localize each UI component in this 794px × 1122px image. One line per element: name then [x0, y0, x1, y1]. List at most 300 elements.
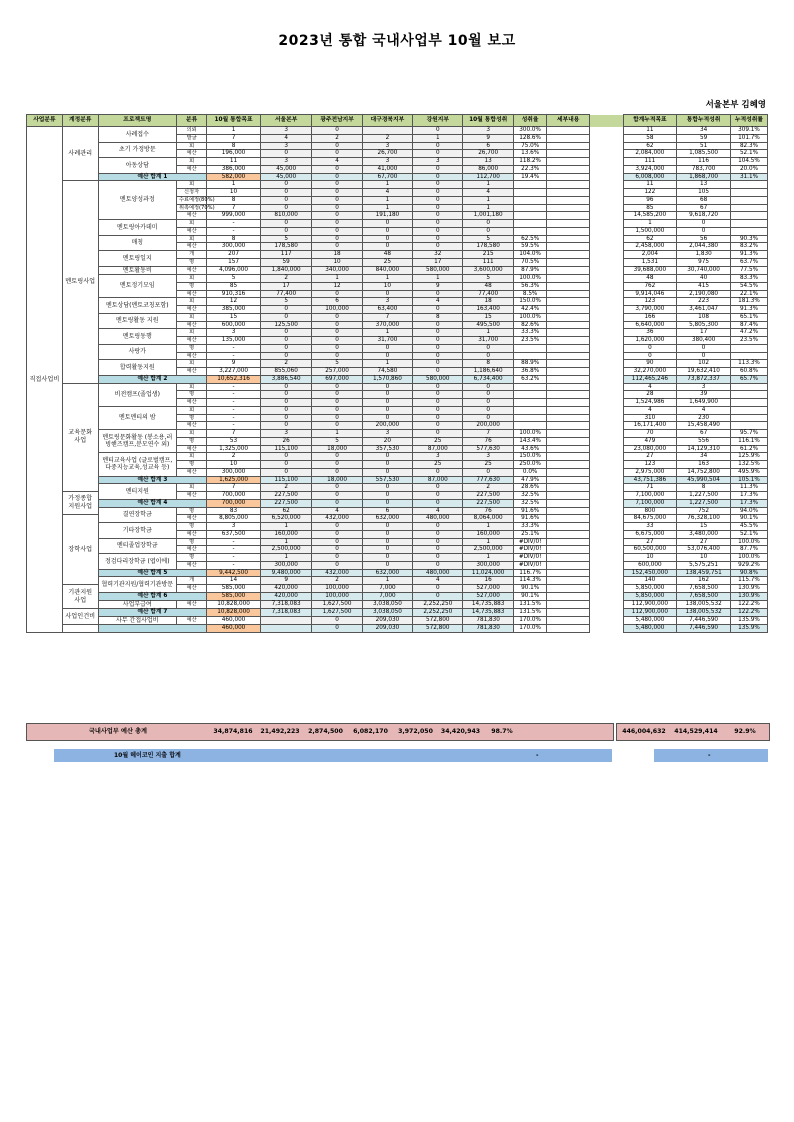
value-cell: 0: [362, 453, 412, 461]
program-name: 결연장학금: [98, 507, 176, 523]
cumulative-cell: 36: [623, 329, 677, 337]
gap-cell: [589, 243, 623, 251]
cumulative-cell: 112,900,000: [623, 609, 677, 617]
subtotal-row: [27, 375, 768, 383]
account-category-cell: 사례관리: [62, 127, 98, 181]
value-cell: 63.2%: [513, 375, 547, 383]
gap-cell: [589, 329, 623, 337]
value-cell: 0: [362, 484, 412, 492]
value-cell: 5: [463, 275, 513, 283]
value-cell: [513, 220, 547, 228]
value-cell: 48: [463, 282, 513, 290]
value-cell: 0: [463, 414, 513, 422]
value-cell: 3,227,000: [207, 368, 261, 376]
value-cell: 170.0%: [513, 616, 547, 625]
unit-cell: 예산: [176, 150, 206, 158]
value-cell: 36.8%: [513, 368, 547, 376]
unit-cell: 회: [176, 158, 206, 166]
value-cell: 0.0%: [513, 468, 547, 476]
cumulative-cell: 1,531: [623, 258, 677, 266]
value-cell: 480,000: [413, 569, 463, 577]
value-cell: 3: [362, 158, 412, 166]
value-cell: 300.0%: [513, 127, 547, 135]
value-cell: 855,060: [260, 368, 311, 376]
unit-cell: 명: [176, 437, 206, 445]
value-cell: 22.3%: [513, 165, 547, 173]
value-cell: 53: [207, 437, 261, 445]
cumulative-cell: 9,914,046: [623, 290, 677, 298]
cumulative-cell: 91.3%: [730, 251, 767, 259]
value-cell: 227,500: [463, 499, 513, 507]
value-cell: -: [207, 538, 261, 546]
value-cell: 227,500: [463, 492, 513, 500]
cumulative-cell: 2,975,000: [623, 468, 677, 476]
value-cell: 0: [362, 546, 412, 554]
value-cell: 2: [463, 484, 513, 492]
value-cell: 700,000: [207, 492, 261, 500]
cumulative-cell: 310: [623, 414, 677, 422]
value-cell: 5: [260, 235, 311, 243]
value-cell: 0: [312, 204, 362, 212]
unit-cell: 명: [176, 554, 206, 562]
value-cell: 0: [362, 523, 412, 531]
cumulative-cell: 5,480,000: [623, 616, 677, 625]
gap-cell: [589, 158, 623, 166]
detail-cell: [547, 165, 590, 173]
value-cell: 0: [413, 352, 463, 360]
value-cell: 0: [312, 290, 362, 298]
cumulative-cell: 71: [623, 484, 677, 492]
cumulative-cell: 27: [677, 538, 731, 546]
value-cell: 86,000: [463, 165, 513, 173]
value-cell: 33.3%: [513, 329, 547, 337]
cumulative-cell: 125.9%: [730, 453, 767, 461]
value-cell: 117: [260, 251, 311, 259]
value-cell: 0: [413, 344, 463, 352]
cumulative-cell: 90.3%: [730, 235, 767, 243]
value-cell: 1: [463, 181, 513, 189]
value-cell: 9,442,500: [207, 569, 261, 577]
value-cell: 0: [260, 352, 311, 360]
value-cell: 5: [260, 298, 311, 306]
gap-cell: [589, 368, 623, 376]
value-cell: 150.0%: [513, 453, 547, 461]
detail-cell: [547, 243, 590, 251]
value-cell: 432,000: [312, 569, 362, 577]
value-cell: 420,000: [260, 592, 311, 600]
grand-total-value: 6,082,170: [353, 728, 388, 735]
header-cell: 누적성취률: [730, 115, 767, 127]
value-cell: #DIV/0!: [513, 554, 547, 562]
value-cell: [513, 196, 547, 204]
value-cell: 32.5%: [513, 492, 547, 500]
value-cell: 781,830: [463, 625, 513, 633]
value-cell: 5: [312, 437, 362, 445]
gap-cell: [589, 515, 623, 523]
value-cell: 118.2%: [513, 158, 547, 166]
cumulative-cell: 30,740,000: [677, 266, 731, 275]
account-category-cell: 장학사업: [62, 515, 98, 585]
value-cell: 11: [207, 158, 261, 166]
value-cell: 0: [312, 523, 362, 531]
cumulative-cell: 309.1%: [730, 127, 767, 135]
value-cell: 116.7%: [513, 569, 547, 577]
unit-cell: 예산: [176, 585, 206, 593]
subtotal-label: 예산 합계 4: [98, 499, 207, 507]
value-cell: 495,500: [463, 321, 513, 329]
value-cell: 56.3%: [513, 282, 547, 290]
heycoin-value: -: [708, 752, 711, 759]
gap-cell: [589, 546, 623, 554]
detail-cell: [547, 577, 590, 585]
cumulative-cell: 62: [623, 142, 677, 150]
detail-cell: [547, 321, 590, 329]
cumulative-cell: 19,632,410: [677, 368, 731, 376]
unit-cell: 명: [176, 258, 206, 266]
value-cell: 0: [362, 414, 412, 422]
header-cell: 10월 통합성취: [463, 115, 513, 127]
table-header: [27, 115, 768, 127]
value-cell: 0: [413, 422, 463, 430]
value-cell: 7,000: [362, 585, 412, 593]
value-cell: 10: [312, 258, 362, 266]
program-name: 초기 가정방문: [98, 142, 176, 158]
detail-cell: [547, 352, 590, 360]
table-row: [27, 251, 768, 259]
cumulative-cell: 45.5%: [730, 523, 767, 531]
value-cell: 17: [413, 258, 463, 266]
value-cell: 1: [260, 554, 311, 562]
value-cell: 0: [362, 235, 412, 243]
program-name: 멘토상담(멘토코칭포함): [98, 298, 176, 314]
value-cell: 840,000: [362, 266, 412, 275]
unit-cell: 명: [176, 538, 206, 546]
value-cell: 0: [413, 204, 463, 212]
value-cell: 2: [260, 275, 311, 283]
cumulative-cell: 0: [677, 352, 731, 360]
header-cell: 통합누적성취: [677, 115, 731, 127]
unit-cell: 예산: [176, 337, 206, 345]
cumulative-cell: 77.5%: [730, 266, 767, 275]
cumulative-cell: 1,830: [677, 251, 731, 259]
account-category-cell: [62, 625, 98, 633]
value-cell: 47.9%: [513, 476, 547, 484]
program-name: 멘토링아카데미: [98, 220, 176, 236]
account-category-cell: 교육문화 사업: [62, 383, 98, 492]
gap-cell: [589, 227, 623, 235]
value-cell: -: [207, 546, 261, 554]
value-cell: 0: [312, 344, 362, 352]
table-row: [27, 453, 768, 461]
value-cell: 191,180: [362, 212, 412, 220]
cumulative-cell: 59: [677, 134, 731, 142]
value-cell: 0: [362, 220, 412, 228]
cumulative-cell: 83.2%: [730, 243, 767, 251]
cumulative-cell: 7,100,000: [623, 499, 677, 507]
subtotal-row: [27, 609, 768, 617]
table-row: [27, 329, 768, 337]
cumulative-cell: 43,751,386: [623, 476, 677, 484]
cumulative-cell: [730, 227, 767, 235]
value-cell: 357,530: [362, 445, 412, 453]
table-row: [27, 158, 768, 166]
value-cell: 70.5%: [513, 258, 547, 266]
cumulative-cell: 556: [677, 437, 731, 445]
value-cell: 0: [463, 383, 513, 391]
value-cell: 0: [312, 329, 362, 337]
gap-cell: [589, 282, 623, 290]
cumulative-cell: 135.9%: [730, 625, 767, 633]
value-cell: 13.6%: [513, 150, 547, 158]
detail-cell: [547, 546, 590, 554]
value-cell: 810,000: [260, 212, 311, 220]
table-row: [27, 383, 768, 391]
value-cell: 2: [207, 453, 261, 461]
value-cell: 7,318,083: [260, 600, 311, 609]
value-cell: -: [207, 352, 261, 360]
cumulative-cell: 112,465,246: [623, 375, 677, 383]
subtotal-row: [27, 569, 768, 577]
value-cell: 0: [463, 344, 513, 352]
value-cell: 0: [312, 337, 362, 345]
gap-cell: [589, 530, 623, 538]
value-cell: 580,000: [413, 266, 463, 275]
value-cell: 0: [362, 499, 412, 507]
report-table: [26, 114, 768, 633]
table-row: [27, 298, 768, 306]
value-cell: 1: [463, 329, 513, 337]
cumulative-cell: 0: [677, 344, 731, 352]
value-cell: 45,000: [260, 165, 311, 173]
value-cell: 77,400: [260, 290, 311, 298]
value-cell: 0: [362, 391, 412, 399]
unit-cell: 예산: [176, 212, 206, 220]
cumulative-cell: 132.5%: [730, 461, 767, 469]
gap-cell: [589, 468, 623, 476]
value-cell: 0: [413, 523, 463, 531]
table-row: [27, 577, 768, 585]
value-cell: 25: [413, 437, 463, 445]
cumulative-cell: 17.3%: [730, 499, 767, 507]
value-cell: 2,252,250: [413, 600, 463, 609]
header-cell: 10월 통합목표: [207, 115, 261, 127]
program-name: 멘티지원: [98, 484, 176, 500]
value-cell: 0: [362, 461, 412, 469]
gap-cell: [589, 321, 623, 329]
value-cell: 0: [260, 189, 311, 197]
value-cell: -: [207, 561, 261, 569]
value-cell: 0: [260, 313, 311, 321]
value-cell: 11,024,000: [463, 569, 513, 577]
cumulative-cell: [730, 212, 767, 220]
gap-cell: [589, 313, 623, 321]
program-name: 멘토링동행: [98, 329, 176, 345]
cumulative-cell: 90.1%: [730, 515, 767, 523]
value-cell: 370,000: [362, 321, 412, 329]
gap-cell: [589, 445, 623, 453]
value-cell: 2: [312, 577, 362, 585]
account-category-cell: 가정종합 지원사업: [62, 492, 98, 515]
cumulative-cell: 31.1%: [730, 173, 767, 181]
cumulative-cell: 929.2%: [730, 561, 767, 569]
grand-total-value: 98.7%: [491, 728, 513, 735]
value-cell: 480,000: [413, 515, 463, 523]
value-cell: 0: [312, 554, 362, 562]
detail-cell: [547, 476, 590, 484]
table-row: [27, 600, 768, 609]
unit-cell: 개: [176, 251, 206, 259]
detail-cell: [547, 158, 590, 166]
unit-cell: 명: [176, 507, 206, 515]
value-cell: 10,828,000: [207, 609, 261, 617]
value-cell: 207: [207, 251, 261, 259]
value-cell: 1,570,860: [362, 375, 412, 383]
value-cell: 0: [312, 212, 362, 220]
cumulative-cell: 34: [677, 127, 731, 135]
value-cell: 0: [312, 546, 362, 554]
cumulative-cell: 39,688,000: [623, 266, 677, 275]
table-row: [27, 406, 768, 414]
value-cell: 300,000: [260, 561, 311, 569]
business-category-cell: 직접사업비: [27, 127, 63, 633]
value-cell: 300,000: [207, 243, 261, 251]
value-cell: 0: [260, 220, 311, 228]
value-cell: 28.6%: [513, 484, 547, 492]
value-cell: 143.4%: [513, 437, 547, 445]
cumulative-cell: 800: [623, 507, 677, 515]
value-cell: 0: [312, 142, 362, 150]
value-cell: 1,627,500: [312, 600, 362, 609]
header-cell: 성취율: [513, 115, 547, 127]
value-cell: 0: [260, 391, 311, 399]
value-cell: 0: [413, 150, 463, 158]
value-cell: 3: [260, 158, 311, 166]
table-row: [27, 523, 768, 531]
value-cell: 42.4%: [513, 306, 547, 314]
value-cell: 1,627,500: [312, 609, 362, 617]
value-cell: 250.0%: [513, 461, 547, 469]
value-cell: 100,000: [312, 585, 362, 593]
value-cell: 3: [362, 430, 412, 438]
value-cell: 1: [260, 523, 311, 531]
cumulative-cell: 123: [623, 298, 677, 306]
detail-cell: [547, 616, 590, 625]
value-cell: 178,580: [463, 243, 513, 251]
value-cell: 82.6%: [513, 321, 547, 329]
cumulative-cell: 15,458,490: [677, 422, 731, 430]
gap-cell: [589, 492, 623, 500]
table-row: [27, 507, 768, 515]
program-name: 협력기관지원/협력기관방문: [98, 577, 176, 593]
value-cell: 0: [362, 554, 412, 562]
value-cell: 62.5%: [513, 235, 547, 243]
value-cell: 227,500: [260, 492, 311, 500]
gap-cell: [589, 306, 623, 314]
value-cell: 0: [260, 306, 311, 314]
detail-cell: [547, 298, 590, 306]
value-cell: 209,030: [362, 616, 412, 625]
cumulative-cell: 230: [677, 414, 731, 422]
program-name: 사례접수: [98, 127, 176, 143]
cumulative-cell: 60,500,000: [623, 546, 677, 554]
detail-cell: [547, 569, 590, 577]
value-cell: 1,325,000: [207, 445, 261, 453]
cumulative-cell: 7,446,590: [677, 616, 731, 625]
cumulative-cell: 7,658,500: [677, 585, 731, 593]
detail-cell: [547, 492, 590, 500]
cumulative-cell: 17: [677, 329, 731, 337]
value-cell: 0: [312, 227, 362, 235]
detail-cell: [547, 360, 590, 368]
cumulative-cell: 783,700: [677, 165, 731, 173]
value-cell: 0: [362, 243, 412, 251]
heycoin-label: 10월 헤이코인 지출 합계: [114, 752, 181, 759]
gap-cell: [589, 344, 623, 352]
cumulative-cell: 10: [677, 554, 731, 562]
value-cell: 910,316: [207, 290, 261, 298]
value-cell: 0: [413, 235, 463, 243]
unit-cell: 발굴: [176, 134, 206, 142]
cumulative-cell: 28: [623, 391, 677, 399]
cumulative-cell: 27: [623, 453, 677, 461]
cumulative-cell: 60.8%: [730, 368, 767, 376]
value-cell: 4: [312, 158, 362, 166]
gap-cell: [589, 585, 623, 593]
value-cell: 3: [260, 142, 311, 150]
cumulative-cell: 22.1%: [730, 290, 767, 298]
unit-cell: 명: [176, 344, 206, 352]
value-cell: 160,000: [463, 530, 513, 538]
value-cell: 77,400: [463, 290, 513, 298]
value-cell: 150.0%: [513, 298, 547, 306]
cumulative-cell: 1,085,500: [677, 150, 731, 158]
unit-cell: 회: [176, 383, 206, 391]
cumulative-cell: 1,868,700: [677, 173, 731, 181]
value-cell: 1: [463, 554, 513, 562]
cumulative-cell: 67: [677, 430, 731, 438]
value-cell: 700,000: [207, 499, 261, 507]
value-cell: 0: [463, 352, 513, 360]
cumulative-cell: 1,524,986: [623, 399, 677, 407]
value-cell: 90.1%: [513, 585, 547, 593]
value-cell: 300,000: [463, 561, 513, 569]
gap-cell: [589, 134, 623, 142]
value-cell: [513, 399, 547, 407]
grand-total-value: 3,972,050: [398, 728, 433, 735]
cumulative-cell: 138,459,751: [677, 569, 731, 577]
value-cell: 582,000: [207, 173, 261, 181]
value-cell: 115,100: [260, 445, 311, 453]
table-row: [27, 313, 768, 321]
subtotal-label: 예산 합계 3: [98, 476, 207, 484]
value-cell: 0: [312, 391, 362, 399]
detail-cell: [547, 538, 590, 546]
value-cell: 0: [260, 453, 311, 461]
value-cell: 0: [362, 468, 412, 476]
value-cell: 0: [413, 220, 463, 228]
value-cell: 0: [362, 344, 412, 352]
unit-cell: 의뢰: [176, 127, 206, 135]
value-cell: 160,000: [260, 530, 311, 538]
value-cell: 87,000: [413, 476, 463, 484]
table-row: [27, 275, 768, 283]
cumulative-cell: 415: [677, 282, 731, 290]
value-cell: 0: [413, 414, 463, 422]
cumulative-cell: 8: [677, 484, 731, 492]
value-cell: 114.3%: [513, 577, 547, 585]
value-cell: 460,000: [207, 616, 261, 625]
value-cell: 0: [413, 468, 463, 476]
